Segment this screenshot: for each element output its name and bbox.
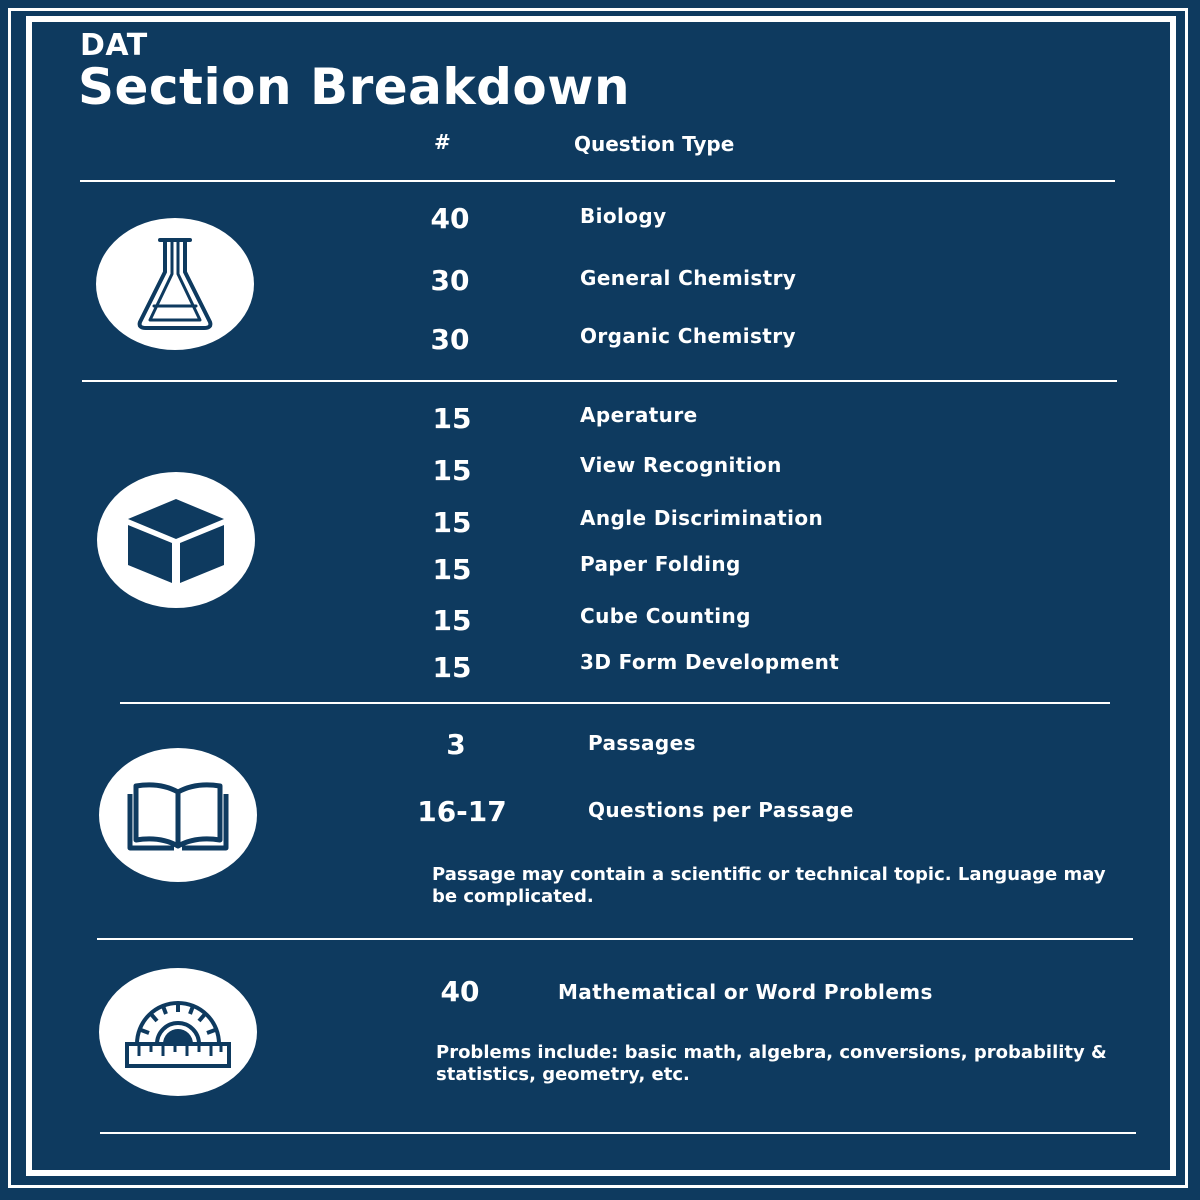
page-title: Section Breakdown — [78, 58, 631, 116]
question-type-label: Organic Chemistry — [580, 324, 796, 348]
question-type-label: View Recognition — [580, 453, 782, 477]
count-value: 30 — [430, 323, 470, 356]
count-value: 15 — [432, 604, 472, 637]
question-type-label: Paper Folding — [580, 552, 741, 576]
book-icon — [126, 778, 230, 852]
question-type-label: 3D Form Development — [580, 650, 840, 674]
section-note: Passage may contain a scientific or technical topic. Language may be complicated. — [432, 864, 1106, 907]
count-value: 40 — [430, 202, 470, 235]
section-icon-circle — [96, 218, 254, 350]
count-value: 15 — [432, 651, 472, 684]
cube-icon — [124, 495, 228, 585]
count-value: 30 — [430, 264, 470, 297]
question-type-label: Angle Discrimination — [580, 506, 824, 530]
protractor-ruler-icon — [123, 992, 233, 1072]
section-divider — [100, 1132, 1136, 1134]
header-divider — [80, 180, 1115, 182]
column-header-count: # — [434, 130, 451, 154]
question-type-label: Biology — [580, 204, 667, 228]
section-divider — [120, 702, 1110, 704]
question-type-label: Mathematical or Word Problems — [558, 980, 933, 1004]
section-note: Problems include: basic math, algebra, conversions, probability & statistics, geometry, etc. — [436, 1042, 1107, 1085]
count-value: 3 — [446, 728, 466, 761]
question-type-label: General Chemistry — [580, 266, 797, 290]
count-value: 16-17 — [417, 795, 507, 828]
section-icon-circle — [97, 472, 255, 608]
count-value: 15 — [432, 506, 472, 539]
column-header-type: Question Type — [574, 132, 735, 156]
question-type-label: Aperature — [580, 403, 698, 427]
question-type-label: Cube Counting — [580, 604, 751, 628]
count-value: 15 — [432, 402, 472, 435]
count-value: 15 — [432, 553, 472, 586]
section-icon-circle — [99, 968, 257, 1096]
section-icon-circle — [99, 748, 257, 882]
flask-icon — [130, 234, 220, 334]
section-divider — [82, 380, 1117, 382]
question-type-label: Questions per Passage — [588, 798, 854, 822]
question-type-label: Passages — [588, 731, 696, 755]
section-divider — [97, 938, 1133, 940]
header-kicker: DAT — [80, 28, 148, 63]
count-value: 15 — [432, 454, 472, 487]
count-value: 40 — [440, 975, 480, 1008]
